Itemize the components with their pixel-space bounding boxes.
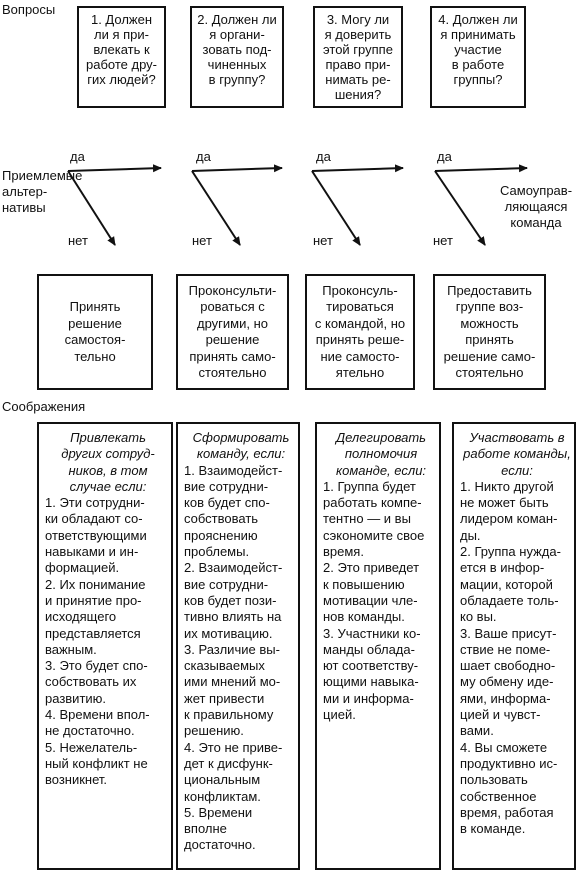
alternative-text-1: Принять решение самостоя- тельно: [64, 299, 126, 364]
question-text-4: 4. Должен ли я принимать участие в работе группы?: [438, 12, 518, 87]
no-label-3: нет: [313, 233, 333, 248]
yes-arrow-3: [312, 168, 403, 171]
consideration-body-4: 1. Никто другой не может быть лидером коман- ды. 2. Группа нужда- ется в инфор- мации, которой обладаете толь- ко вы. 3. Ваше присут- ствие не поме- шает свободно- му обмену иде- ями, информа- цией и чувст- вами. 4. Вы сможете продуктивно ис- пользовать собственное время, работая в команде.: [460, 478, 561, 837]
alternative-box-1: [37, 274, 153, 390]
yes-arrow-1: [68, 168, 161, 171]
yes-label-3: да: [316, 149, 331, 164]
no-label-4: нет: [433, 233, 453, 248]
yes-label-2: да: [196, 149, 211, 164]
question-text-3: 3. Могу ли я доверить этой группе право при- нимать ре- шения?: [323, 12, 393, 102]
consideration-heading-2: Сформировать команду, если:: [192, 430, 290, 462]
alternative-text-2: Проконсульти- роваться с другими, но решение принять само- стоятельно: [188, 282, 277, 380]
consideration-body-1: 1. Эти сотрудни- ки обладают со- ответствующими навыками и ин- формацией. 2. Их понимание и принятие про- исходящего представляется важным. 3. Это будет спо- собствовать их развитию. 4. Времени впол- не достаточно. 5. Нежелатель- ный конфликт не возникнет.: [45, 495, 150, 788]
consideration-body-3: 1. Группа будет работать компе- тентно — и вы сэкономите свое время. 2. Это приведет к повышению мотивации чле- нов команды. 3. Участники ко- манды облада- ют соответству- ющими навыка- ми и информа- цией.: [323, 478, 425, 723]
alternatives-row-label: Приемлемые альтер- нативы: [2, 168, 83, 215]
consideration-box-3: [315, 422, 441, 870]
considerations-row-label: Соображения: [2, 399, 86, 414]
no-label-1: нет: [68, 233, 88, 248]
consideration-body-2: 1. Взаимодейст- вие сотрудни- ков будет спо- собствовать прояснению проблемы. 2. Взаимодейст- вие сотрудни- ков будет пози- тивно влиять на их мотивацию. 3. Различие вы- сказываемых ими мнений мо- жет привести к правильному решению. 4. Это не приве- дет к дисфунк- циональным конфликтам. 5. Времени вполне достаточно.: [184, 462, 283, 853]
alternative-text-3: Проконсуль- тироваться с командой, но принять реше- ние самосто- ятельно: [314, 282, 406, 380]
consideration-box-4: [452, 422, 576, 870]
alternative-box-3: [305, 274, 415, 390]
yes-label-1: да: [70, 149, 85, 164]
questions-row-label: Вопросы: [2, 2, 56, 17]
question-text-1: 1. Должен ли я при- влекать к работе дру- гих людей?: [86, 12, 157, 87]
consideration-heading-1: Привлекать других сотруд- ников, в том случае если:: [61, 430, 155, 494]
self-managing-team-label: Самоуправ- ляющаяся команда: [500, 183, 573, 230]
alternative-box-2: [176, 274, 289, 390]
consideration-heading-3: Делегировать полномочия команде, если:: [335, 430, 427, 478]
consideration-heading-4: Участвовать в работе команды, если:: [463, 430, 571, 478]
yes-label-4: да: [437, 149, 452, 164]
alternative-text-4: Предоставить группе воз- можность принять решение само- стоятельно: [443, 282, 536, 380]
consideration-box-1: [37, 422, 173, 870]
alternative-box-4: [433, 274, 546, 390]
yes-arrow-2: [192, 168, 282, 171]
consideration-box-2: [176, 422, 300, 870]
question-text-2: 2. Должен ли я органи- зовать под- чиненных в группу?: [197, 12, 277, 87]
yes-arrow-4: [435, 168, 527, 171]
no-label-2: нет: [192, 233, 212, 248]
